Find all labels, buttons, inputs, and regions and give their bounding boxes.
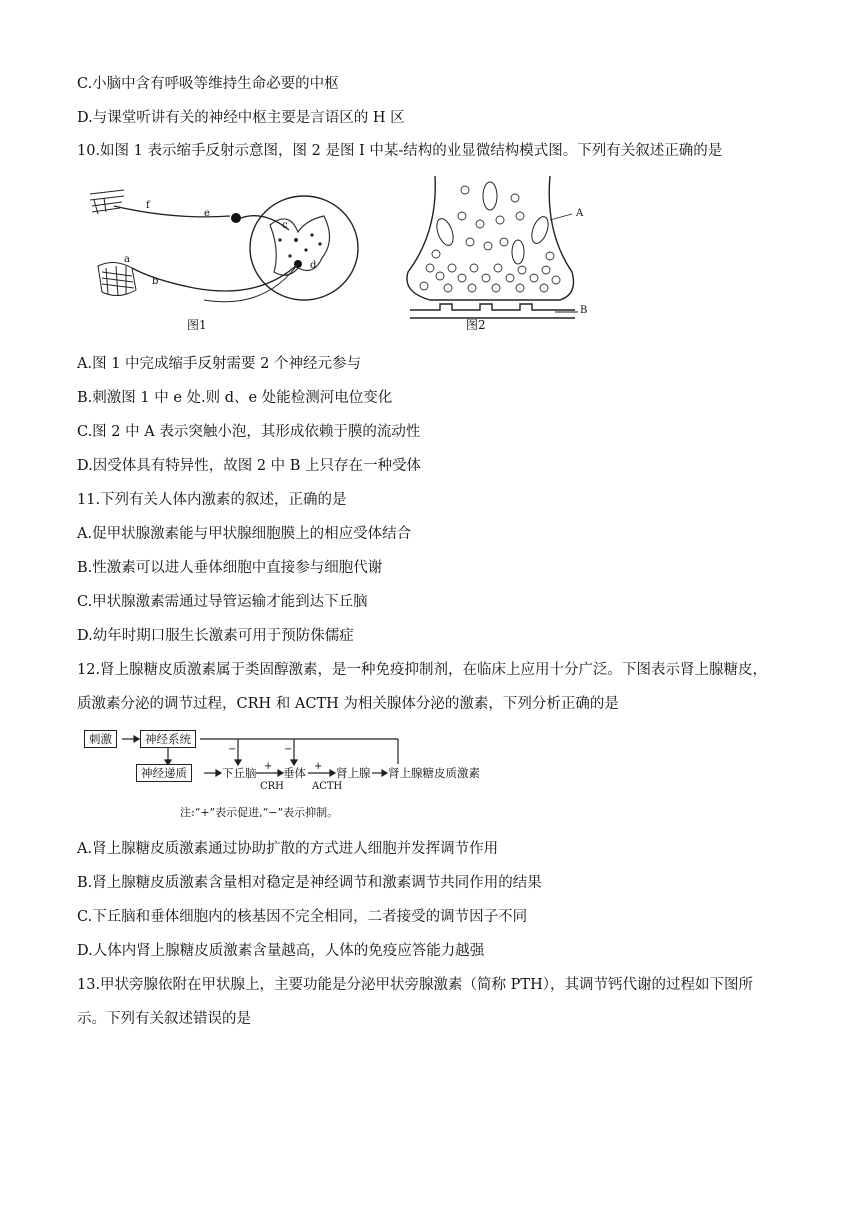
fig1-label-e: e <box>204 208 210 219</box>
q11-option-d: D.幼年时期口服生长激素可用于预防侏儒症 <box>77 628 354 644</box>
fig1-label-f: f <box>146 200 150 211</box>
q12-stem-line-1: 12.肾上腺糖皮质激素属于类固醇激素，是一种免疫抑制剂，在临床上应用十分广泛。下图表示肾上腺糖皮， <box>77 662 768 678</box>
q11-stem: 11.下列有关人体内激素的叙述，正确的是 <box>77 492 347 508</box>
q11-option-b: B.性激素可以进人垂体细胞中直接参与细胞代谢 <box>77 560 383 576</box>
flow-node-nervous-system: 神经系统 <box>140 730 196 748</box>
q9-option-c: C.小脑中含有呼吸等维持生命必要的中枢 <box>77 76 339 92</box>
fig2-label-a: A <box>576 208 584 219</box>
flow-label-crh: CRH <box>260 781 284 792</box>
flow-sign-plus-1: + <box>264 761 273 772</box>
figure-2-synapse <box>400 172 590 322</box>
flow-node-hypothalamus: 下丘脑 <box>222 766 257 780</box>
q13-stem-line-2: 示。下列有关叙述错误的是 <box>77 1011 251 1027</box>
fig1-label-d: d <box>310 260 317 271</box>
q10-option-d: D.因受体具有特异性，故图 2 中 B 上只存在一种受体 <box>77 458 422 474</box>
flow-sign-plus-2: + <box>314 761 323 772</box>
q10-option-a: A.图 1 中完成缩手反射需要 2 个神经元参与 <box>77 356 361 372</box>
fig2-label-b: B <box>580 305 588 316</box>
q13-stem-line-1: 13.甲状旁腺依附在甲状腺上，主要功能是分泌甲状旁腺激素（简称 PTH），其调节钙代谢的过程如下图所 <box>77 977 753 993</box>
q12-option-d: D.人体内肾上腺糖皮质激素含量越高，人体的免疫应答能力越强 <box>77 943 485 959</box>
flow-sign-minus-2: − <box>284 744 293 755</box>
q12-option-b: B.肾上腺糖皮质激素含量相对稳定是神经调节和激素调节共同作用的结果 <box>77 875 542 891</box>
figure-hormone-regulation <box>80 724 500 824</box>
q10-stem: 10.如图 1 表示缩手反射示意图，图 2 是图 I 中某-结构的业显微结构模式图。下列有关叙述正确的是 <box>77 143 723 159</box>
q10-option-b: B.刺激图 1 中 e 处.则 d、e 处能检测河电位变化 <box>77 390 393 406</box>
q11-option-a: A.促甲状腺激素能与甲状腺细胞膜上的相应受体结合 <box>77 526 412 542</box>
fig1-label-c: c <box>282 220 288 231</box>
flow-node-pituitary: 垂体 <box>283 766 306 780</box>
flow-note: 注:“+”表示促进,“−”表示抑制。 <box>180 806 339 819</box>
flow-node-glucocorticoid: 肾上腺糖皮质激素 <box>388 766 480 780</box>
q10-option-c: C.图 2 中 A 表示突触小泡，其形成依赖于膜的流动性 <box>77 424 421 440</box>
flow-node-stimulus: 刺激 <box>84 730 117 748</box>
figure-1-caption: 图1 <box>187 318 207 332</box>
fig1-label-a: a <box>124 254 130 265</box>
q12-option-a: A.肾上腺糖皮质激素通过协助扩散的方式进人细胞并发挥调节作用 <box>77 841 499 857</box>
q11-option-c: C.甲状腺激素需通过导管运输才能到达下丘脑 <box>77 594 368 610</box>
flow-node-neurotransmitter: 神经递质 <box>136 764 192 782</box>
flow-sign-minus-1: − <box>228 744 237 755</box>
flow-node-adrenal: 肾上腺 <box>336 766 371 780</box>
figure-1-reflex-arc <box>84 180 364 330</box>
q9-option-d: D.与课堂听讲有关的神经中枢主要是言语区的 H 区 <box>77 110 405 126</box>
q12-stem-line-2: 质激素分泌的调节过程，CRH 和 ACTH 为相关腺体分泌的激素，下列分析正确的是 <box>77 696 619 712</box>
fig1-label-b: b <box>152 276 159 287</box>
flow-label-acth: ACTH <box>312 781 343 792</box>
synapse-drawing <box>400 172 590 322</box>
q12-option-c: C.下丘脑和垂体细胞内的核基因不完全相同，二者接受的调节因子不同 <box>77 909 528 925</box>
figure-2-caption: 图2 <box>466 318 486 332</box>
